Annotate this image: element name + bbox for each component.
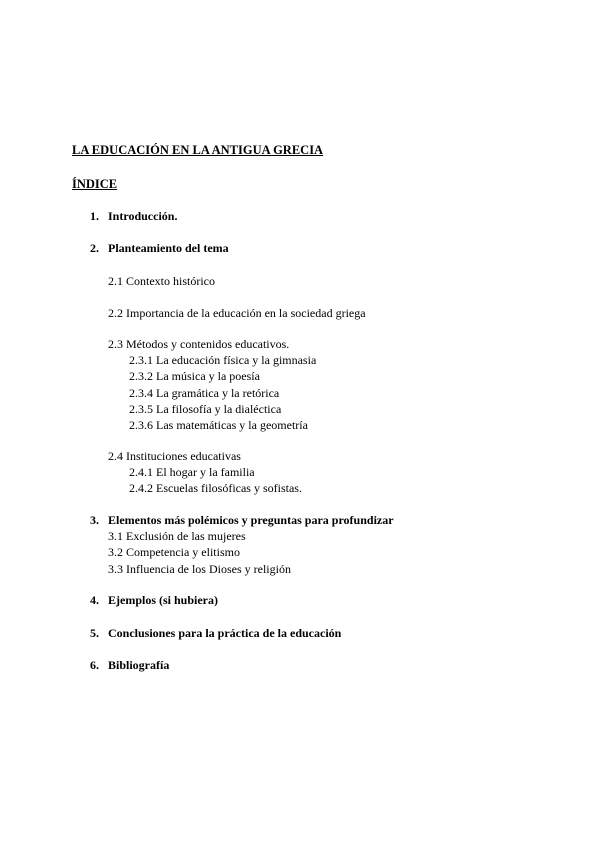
toc-section-label: Elementos más polémicos y preguntas para profundizar — [108, 513, 394, 527]
toc-item-2-3-1: 2.3.1 La educación física y la gimnasia — [129, 353, 317, 367]
toc-subsection-2-4: 2.4 Instituciones educativas — [108, 449, 241, 463]
toc-section-1 — [90, 209, 177, 223]
toc-section-6 — [90, 658, 169, 672]
toc-item-2-3-4: 2.3.4 La gramática y la retórica — [129, 386, 280, 400]
toc-section-label: Ejemplos (si hubiera) — [108, 593, 219, 607]
toc-section-4 — [90, 593, 218, 607]
toc-section-number: 3. — [90, 513, 99, 527]
toc-item-2-3-2: 2.3.2 La música y la poesía — [129, 369, 260, 383]
toc-subsection-2-2: 2.2 Importancia de la educación en la sociedad griega — [108, 306, 366, 320]
toc-subsection-2-1: 2.1 Contexto histórico — [108, 274, 215, 288]
toc-section-label: Conclusiones para la práctica de la educación — [108, 626, 342, 640]
toc-section-label: Planteamiento del tema — [108, 241, 229, 255]
index-heading: ÍNDICE — [72, 177, 118, 191]
toc-item-2-3-5: 2.3.5 La filosofía y la dialéctica — [129, 402, 282, 416]
toc-section-3 — [90, 513, 394, 527]
toc-subsection-3-3: 3.3 Influencia de los Dioses y religión — [108, 562, 291, 576]
toc-item-2-4-2: 2.4.2 Escuelas filosóficas y sofistas. — [129, 481, 302, 495]
toc-subsection-3-2: 3.2 Competencia y elitismo — [108, 545, 240, 559]
toc-section-2 — [90, 241, 229, 255]
toc-subsection-2-3: 2.3 Métodos y contenidos educativos. — [108, 337, 290, 351]
toc-section-label: Bibliografía — [108, 658, 170, 672]
toc-section-number: 4. — [90, 593, 99, 607]
toc-section-label: Introducción. — [108, 209, 178, 223]
document-title: LA EDUCACIÓN EN LA ANTIGUA GRECIA — [72, 143, 324, 157]
toc-section-number: 6. — [90, 658, 99, 672]
toc-item-2-3-6: 2.3.6 Las matemáticas y la geometría — [129, 418, 308, 432]
toc-item-2-4-1: 2.4.1 El hogar y la familia — [129, 465, 255, 479]
toc-section-number: 2. — [90, 241, 99, 255]
toc-section-5 — [90, 626, 341, 640]
toc-section-number: 5. — [90, 626, 99, 640]
toc-subsection-3-1: 3.1 Exclusión de las mujeres — [108, 529, 246, 543]
toc-section-number: 1. — [90, 209, 99, 223]
